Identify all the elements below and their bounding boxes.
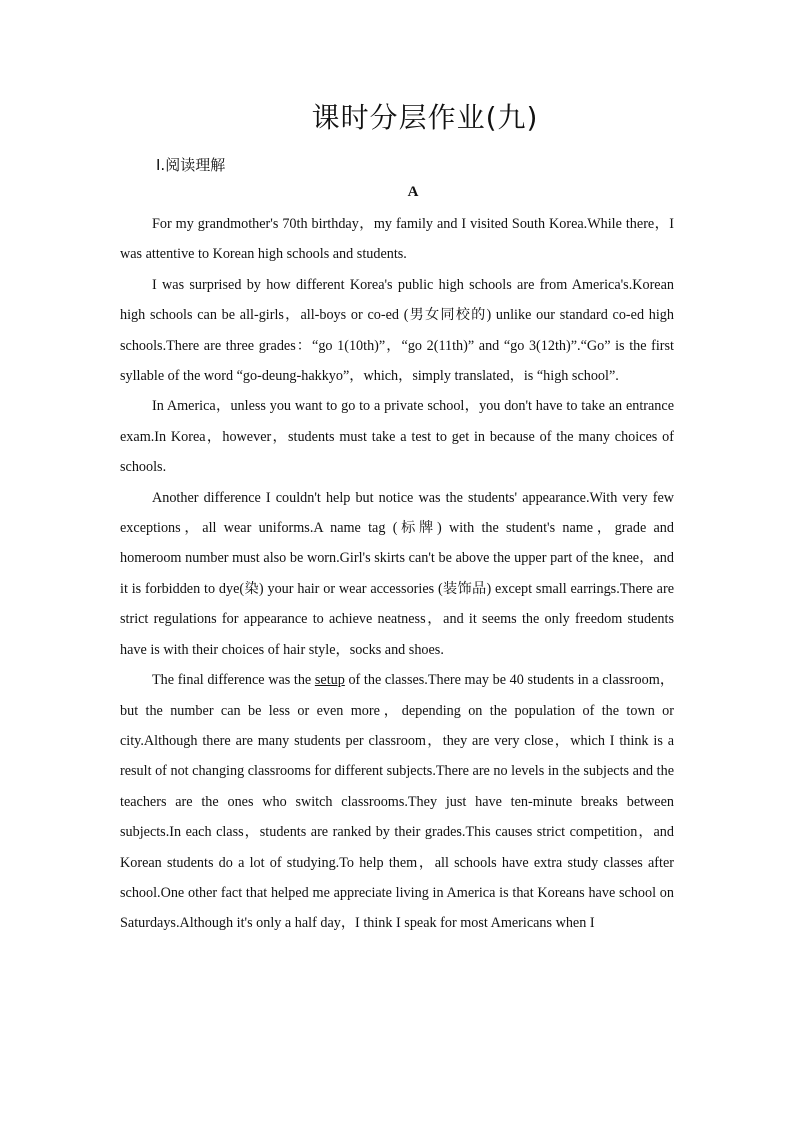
underlined-word-setup: setup (314, 672, 345, 689)
paragraph-4: Another difference I couldn't help but notice was the students' appearance.With very few exceptions，all wear uniforms.A name tag (标牌) with the student's name，grade and homeroom number must also be worn.Girl's skirts can't be above the upper part of the knee，and it is forbidden to dye(染) your hair or wear accessories (装饰品) except small earrings.There are strict regulations for appearance to achieve neatness，and it seems the only freedom students have is with their choices of hair style，socks and shoes. (120, 489, 674, 658)
paragraph-5-start: The final difference was the (152, 672, 315, 689)
paragraph-3: In America，unless you want to go to a private school，you don't have to take an entrance exam.In Korea，however，students must take a test to get in because of the many choices of schools. (120, 398, 674, 476)
page-title: 课时分层作业(九) (311, 101, 539, 134)
paragraph-5 (120, 665, 674, 939)
passage-body (120, 209, 674, 939)
passage-label: A (407, 184, 419, 200)
paragraph-1: For my grandmother's 70th birthday，my family and I visited South Korea.While there，I was attentive to Korean high schools and students. (120, 216, 674, 263)
section-heading: Ⅰ.阅读理解 (156, 156, 226, 174)
paragraph-2: I was surprised by how different Korea's public high schools are from America's.Korean high schools can be all-girls，all-boys or co-ed (男女同校的) unlike our standard co-ed high schools.There are three grades：“go 1(10th)”，“go 2(11th)” and “go 3(12th)”.“Go” is the first syllable of the word “go-deung-hakkyo”，which，simply translated，is “high school”. (120, 276, 674, 385)
paragraph-5-rest: of the classes.There may be 40 students in a classroom，but the number can be less or even more，depending on the population of the town or city.Although there are many students per classroom，they are very close，which I think is a result of not changing classrooms for different subjects.There are no levels in the subjects and the teachers are the ones who switch classrooms.They just have ten-minute breaks between subjects.In each class，students are ranked by their grades.This causes strict competition，and Korean students do a lot of studying.To help them，all schools have extra study classes after school.One other fact that helped me appreciate living in America is that Koreans have school on Saturdays.Although it's only a half day，I think I speak for most Americans when I (120, 672, 675, 932)
